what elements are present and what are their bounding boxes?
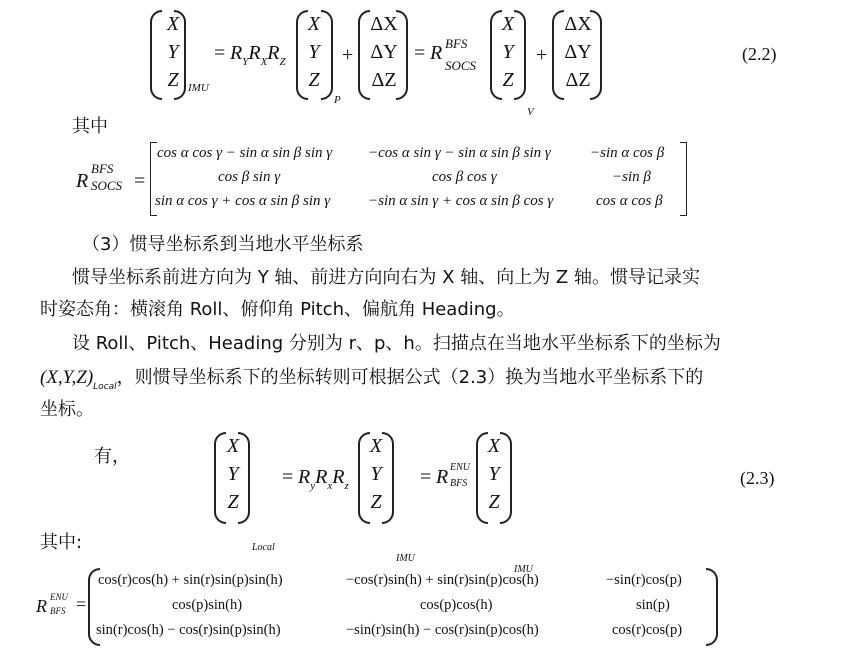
section-heading: （3）惯导坐标系到当地水平坐标系: [82, 234, 364, 255]
vector-xyz-local: X Y Z: [226, 435, 240, 513]
delta-vector: ΔX ΔY ΔZ: [564, 13, 592, 91]
subscript-socs: SOCS: [445, 58, 477, 73]
paragraph-line: 惯导坐标系前进方向为 Y 轴、前进方向向右为 X 轴、向上为 Z 轴。惯导记录实: [72, 267, 700, 288]
right-paren: [514, 10, 526, 100]
equals-sign: =: [76, 594, 87, 614]
superscript-bfs: BFS: [91, 161, 114, 176]
equation-number: (2.3): [740, 468, 775, 488]
paragraph-line: 坐标。: [40, 399, 94, 420]
matrix-cell: cos α cos γ − sin α sin β sin γ: [157, 145, 333, 161]
right-paren: [321, 10, 333, 100]
subscript-local: Local: [252, 542, 275, 553]
equation-number: (2.2): [742, 44, 777, 64]
matrix-cell: cos α cos β: [596, 193, 663, 209]
plus-sign: +: [536, 44, 548, 66]
right-paren: [382, 432, 394, 524]
matrix-cell: cos β cos γ: [432, 169, 497, 185]
plus-sign: +: [342, 44, 354, 66]
matrix-cell: cos(r)cos(h) + sin(r)sin(p)sin(h): [98, 572, 283, 588]
superscript-enu: ENU: [450, 462, 470, 473]
matrix-cell: −sin(r)sin(h) − cos(r)sin(p)cos(h): [346, 622, 539, 638]
equals-sign: =: [214, 42, 226, 64]
matrix-cell: sin α cos γ + cos α sin β sin γ: [155, 193, 331, 209]
matrix-cell: −sin(r)cos(p): [606, 572, 682, 588]
vector-xyz-imu: X Y Z: [369, 435, 383, 513]
vector-xyz-imu: X Y Z: [487, 435, 501, 513]
rotation-product: $R_yR_xR_z$: [298, 466, 349, 492]
matrix-cell: cos(p)cos(h): [420, 597, 493, 613]
text-qizhong: 其中: [72, 116, 108, 137]
rotation-enu: R: [436, 466, 449, 488]
subscript-p: P: [334, 94, 341, 106]
right-paren: [590, 10, 602, 100]
right-paren: [500, 432, 512, 524]
subscript-imu: IMU: [188, 82, 209, 94]
rotation-bfs-socs: R: [430, 42, 443, 64]
matrix-cell: cos(p)sin(h): [172, 597, 243, 613]
vector-xyz-p: X Y Z: [307, 13, 321, 91]
matrix-cell: cos β sin γ: [218, 169, 281, 185]
paragraph-line: 设 Roll、Pitch、Heading 分别为 r、p、h。扫描点在当地水平坐标系下的坐标为: [72, 333, 721, 354]
subscript-v: V: [527, 106, 534, 118]
delta-vector: ΔX ΔY ΔZ: [370, 13, 398, 91]
right-paren: [706, 568, 718, 646]
right-paren: [174, 10, 186, 100]
subscript-bfs: BFS: [450, 478, 468, 489]
equals-sign: =: [134, 170, 146, 192]
superscript-enu: ENU: [50, 592, 68, 602]
equals-sign: =: [414, 42, 426, 64]
text-you: 有，: [94, 446, 130, 467]
matrix-cell: −cos(r)sin(h) + sin(r)sin(p)cos(h): [346, 572, 539, 588]
matrix-label-r: R: [36, 596, 47, 616]
matrix-cell: −cos α sin γ − sin α sin β sin γ: [368, 145, 551, 161]
subscript-imu: IMU: [396, 553, 415, 564]
subscript-imu: IMU: [514, 564, 533, 575]
vector-xyz: X Y Z: [166, 13, 180, 91]
right-bracket: [680, 142, 687, 216]
matrix-cell: cos(r)cos(p): [612, 622, 683, 638]
matrix-cell: sin(p): [636, 597, 670, 613]
matrix-cell: sin(r)cos(h) − cos(r)sin(p)sin(h): [96, 622, 281, 638]
matrix-cell: −sin α sin γ + cos α sin β cos γ: [368, 193, 554, 209]
superscript-bfs: BFS: [445, 36, 468, 51]
subscript-bfs: BFS: [50, 606, 66, 616]
subscript-socs: SOCS: [91, 178, 123, 193]
matrix-cell: −sin α cos β: [590, 145, 665, 161]
right-paren: [396, 10, 408, 100]
text-qizhong: 其中:: [40, 532, 83, 553]
vector-xyz-v: X Y Z: [501, 13, 515, 91]
matrix-cell: −sin β: [612, 169, 651, 185]
equals-sign: =: [282, 466, 294, 488]
matrix-label-r: R: [76, 170, 89, 192]
equals-sign: =: [420, 466, 432, 488]
paragraph-line: $(X,Y,Z)_{Local}$，则惯导坐标系下的坐标转则可根据公式（2.3）换为当地水平坐标系下的: [40, 367, 704, 392]
rotation-product: $R_YR_XR_Z$: [230, 42, 286, 68]
right-paren: [238, 432, 250, 524]
paragraph-line: 时姿态角：横滚角 Roll、俯仰角 Pitch、偏航角 Heading。: [40, 299, 515, 320]
equation-2-2: [0, 0, 865, 118]
